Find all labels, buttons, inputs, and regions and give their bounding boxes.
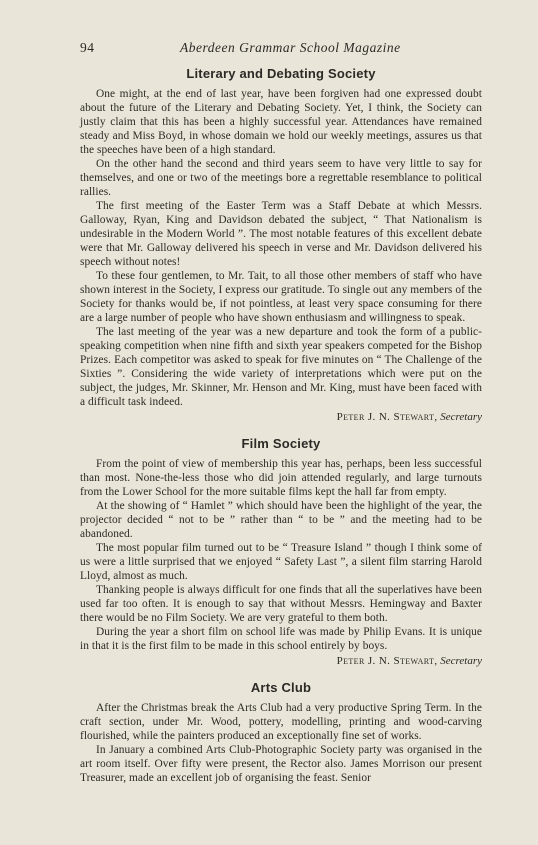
section-title: Arts Club [250,680,312,695]
paragraph: The first meeting of the Easter Term was a Staff Debate at which Messrs. Galloway, Ryan, King and Davidson debated the subject, “ That Nationalism is undesirable in the Modern World ”. The most notable features of this excellent debate were that Mr. Galloway delivered his speech in verse and Mr. Davidson delivered his speech without notes! [80,200,482,268]
paragraph: Thanking people is always difficult for one finds that all the superlatives have been used far too often. It is enough to say that without Messrs. Hemingway and Baxter there would be no Film Society. We are very grateful to them both. [80,584,482,624]
magazine-title: Aberdeen Grammar School Magazine [180,40,401,55]
section-title: Literary and Debating Society [186,66,376,81]
paragraph: The most popular film turned out to be “ Treasure Island ” though I think some of us were a little surprised that we enjoyed “ Safety Last ”, a silent film starring Harold Lloyd, almost as much. [80,542,482,582]
film-society-section [80,436,482,667]
signature-role: Secretary [440,655,482,667]
arts-club-section [80,680,482,785]
signature-role: Secretary [440,411,482,423]
paragraph: In January a combined Arts Club-Photographic Society party was organised in the art room itself. Over fifty were present, the Rector also. James Morrison our present Treasurer, made an excellent job of organising the feast. Senior [80,744,482,784]
paragraph: At the showing of “ Hamlet ” which should have been the highlight of the year, the projector decided “ not to be ” rather than “ to be ” and the meeting had to be abandoned. [80,500,482,540]
signature [80,411,482,423]
paragraph: From the point of view of membership this year has, perhaps, been less successful than most. None-the-less those who did join attended regularly, and large turnouts from the Lower School for the more suitable films kept the hall far from empty. [80,458,482,498]
signature [80,655,482,667]
paragraph: One might, at the end of last year, have been forgiven had one expressed doubt about the future of the Literary and Debating Society. Yet, I think, the Society can justly claim that this has been a highly successful year. Attendances have remained steady and Miss Boyd, in whose domain we hold our weekly meetings, assures us that the speeches have been of a high standard. [80,88,482,156]
signature-name: Peter J. N. Stewart, [336,655,438,667]
paragraph: The last meeting of the year was a new departure and took the form of a public-speaking competition when nine fifth and sixth year speakers competed for the Bishop Prizes. Each competitor was asked to speak for five minutes on “ The Challenge of the Sixties ”. Considering the wide variety of interpretations which were put on the subject, the judges, Mr. Skinner, Mr. Henson and Mr. King, must have been faced with a difficult task indeed. [80,326,482,408]
paragraph: During the year a short film on school life was made by Philip Evans. It is unique in that it is the first film to be made in this school entirely by boys. [80,626,482,652]
signature-name: Peter J. N. Stewart, [336,411,438,423]
paragraph: On the other hand the second and third years seem to have very little to say for themselves, and one or two of the meetings bore a regrettable resemblance to political rallies. [80,158,482,198]
running-head [80,40,482,56]
section-title: Film Society [241,436,321,451]
paragraph: To these four gentlemen, to Mr. Tait, to all those other members of staff who have shown interest in the Society, I express our gratitude. To single out any members of the Society for thanks would be, if not pointless, at least very space consuming for there are a large number of people who have shown enthusiasm and willingness to speak. [80,270,482,324]
page-number: 94 [80,40,95,55]
literary-debating-section [80,66,482,423]
paragraph: After the Christmas break the Arts Club had a very productive Spring Term. In the craft section, under Mr. Wood, pottery, modelling, printing and wood-carving flourished, while the painters produced an exceptionally fine set of works. [80,702,482,742]
